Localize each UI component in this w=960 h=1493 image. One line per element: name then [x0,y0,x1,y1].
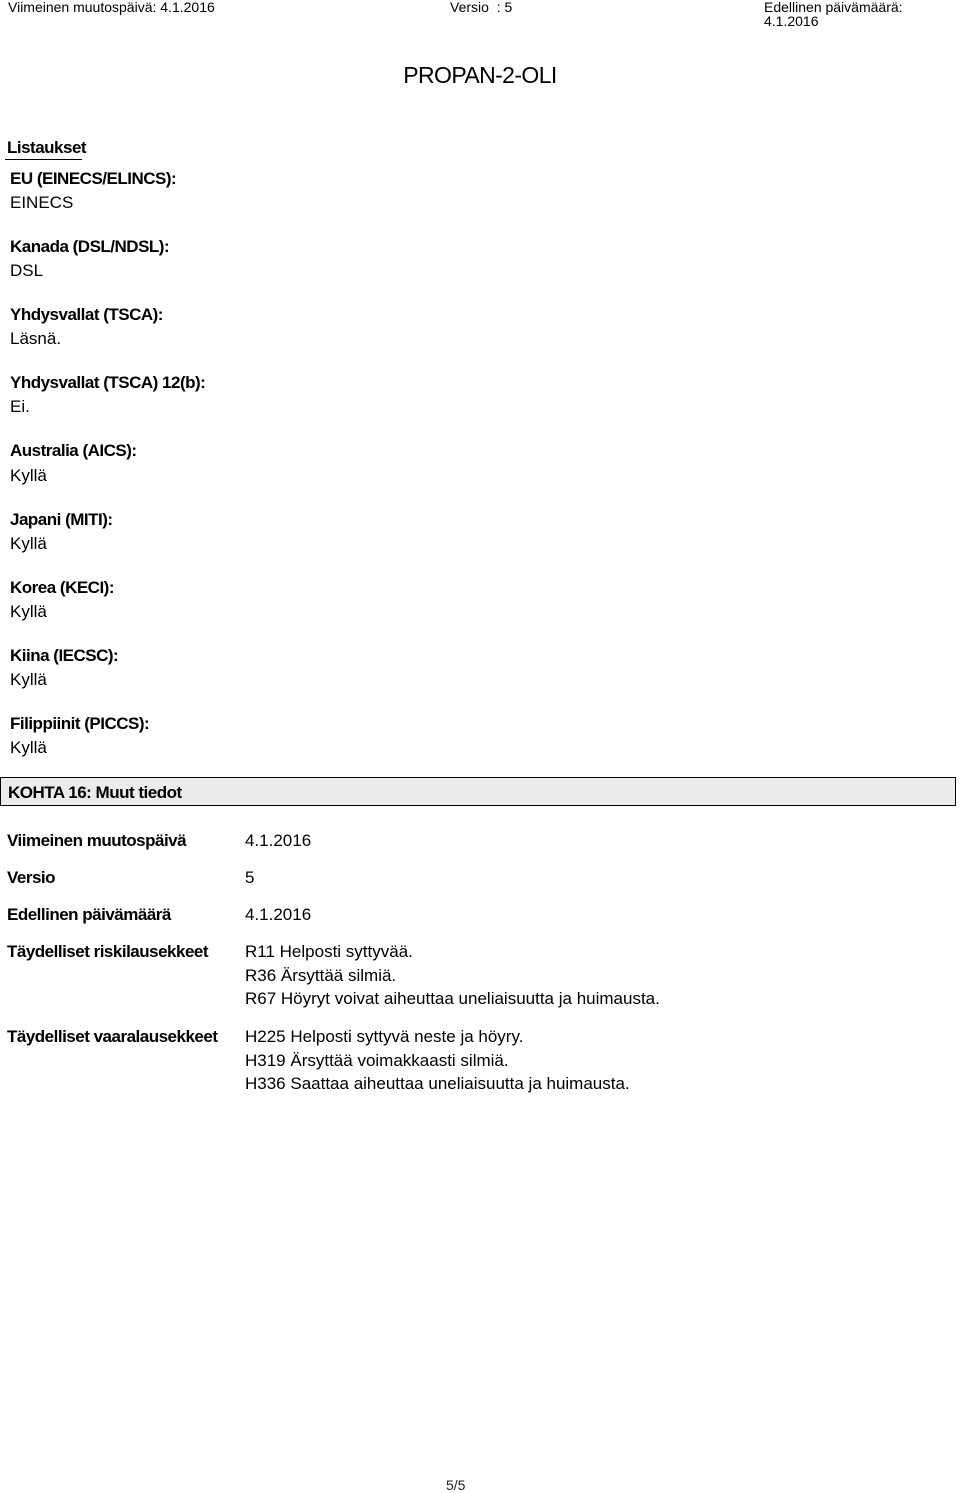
previous-date-label: Edellinen päivämäärä [7,905,171,924]
listing-label: EU (EINECS/ELINCS): [10,169,177,188]
revision-date-label: Viimeinen muutospäivä [7,831,187,850]
listing-label: Filippiinit (PICCS): [10,714,150,733]
listing-label: Yhdysvallat (TSCA): [10,305,163,324]
h-phrase: H225 Helposti syttyvä neste ja höyry. [245,1027,524,1046]
section-16-title: KOHTA 16: Muut tiedot [8,783,182,802]
h-phrases-label: Täydelliset vaaralausekkeet [7,1027,218,1046]
listing-value: Läsnä. [10,329,62,348]
listing-value: EINECS [10,193,74,212]
header-previous-date: Edellinen päivämäärä: 4.1.2016 [764,0,903,29]
listings-heading: Listaukset [7,138,87,157]
header-revision-date: Viimeinen muutospäivä: 4.1.2016 [8,0,215,15]
listing-value: Ei. [10,397,30,416]
version-value: 5 [245,868,255,887]
r-phrases-list [245,940,660,1011]
listing-label: Yhdysvallat (TSCA) 12(b): [10,373,206,392]
listing-value: DSL [10,261,44,280]
listings-underline [5,159,82,160]
document-title: PROPAN-2-OLI [403,62,557,88]
listing-label: Australia (AICS): [10,441,137,460]
header-version: Versio : 5 [450,0,513,15]
listing-value: Kyllä [10,670,47,689]
h-phrase: H319 Ärsyttää voimakkaasti silmiä. [245,1050,509,1070]
h-phrases-list [245,1025,630,1096]
revision-date-value: 4.1.2016 [245,831,312,850]
r-phrases-label: Täydelliset riskilausekkeet [7,942,209,961]
listing-label: Kanada (DSL/NDSL): [10,237,170,256]
listing-label: Japani (MITI): [10,510,113,529]
listing-label: Kiina (IECSC): [10,646,119,665]
listing-value: Kyllä [10,738,47,757]
r-phrase: R11 Helposti syttyvää. [245,942,413,961]
version-label: Versio [7,868,56,887]
r-phrase: R67 Höyryt voivat aiheuttaa uneliaisuutta ja huimausta. [245,989,660,1008]
section-16-header [0,777,956,806]
r-phrase: R36 Ärsyttää silmiä. [245,965,397,985]
listing-label: Korea (KECI): [10,578,115,597]
previous-date-value: 4.1.2016 [245,905,312,924]
h-phrase: H336 Saattaa aiheuttaa uneliaisuutta ja huimausta. [245,1074,630,1093]
listing-value: Kyllä [10,534,47,553]
listing-value: Kyllä [10,466,47,485]
page-number: 5/5 [446,1477,466,1493]
listing-value: Kyllä [10,602,47,621]
